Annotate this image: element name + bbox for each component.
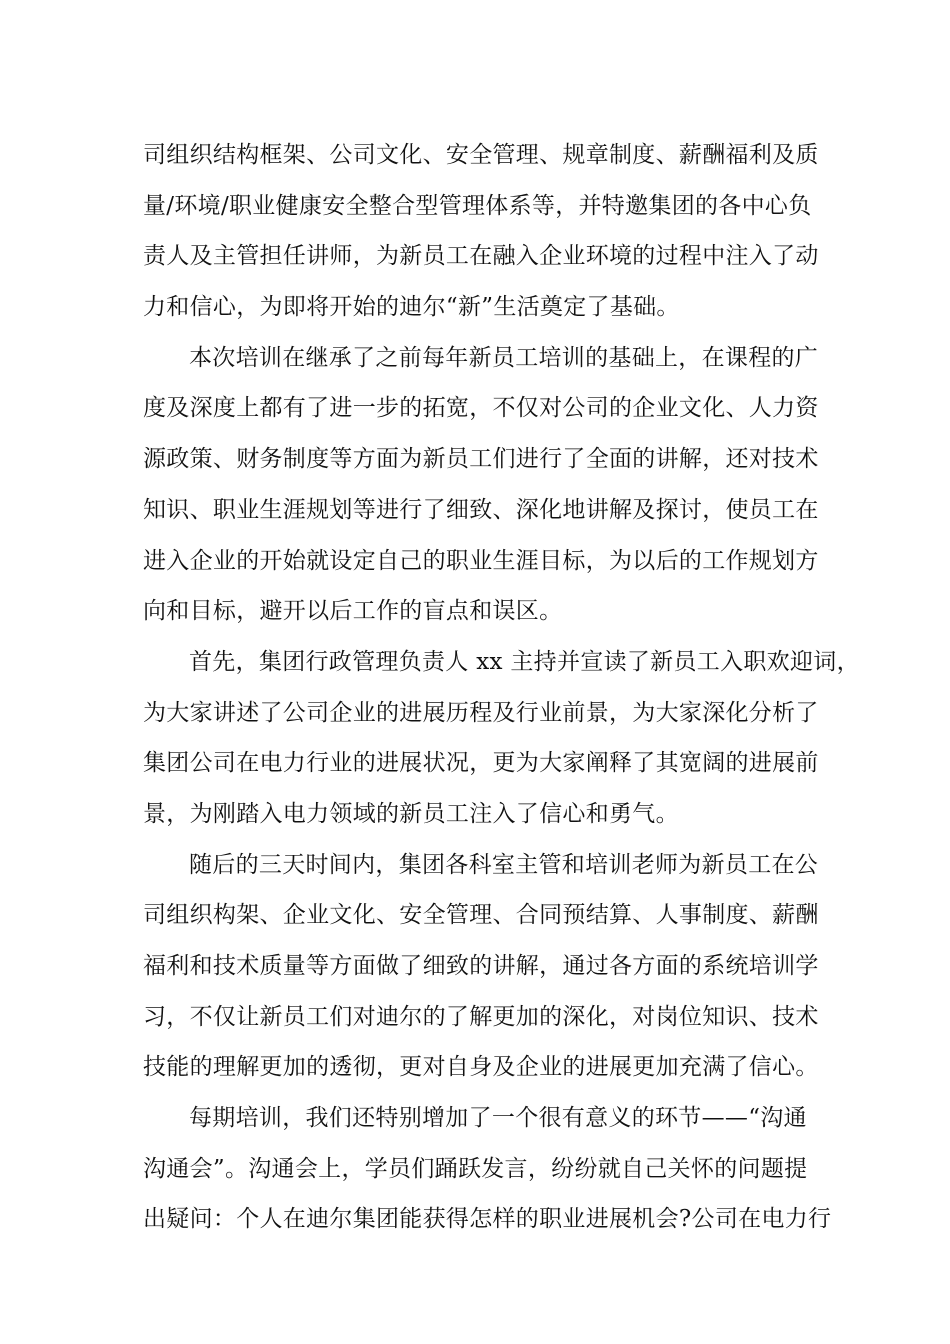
text-line: 沟通会”。沟通会上，学员们踊跃发言，纷纷就自己关怀的问题提: [143, 1155, 808, 1182]
text-line: 司组织构架、企业文化、安全管理、合同预结算、人事制度、薪酬: [143, 902, 819, 929]
body-text: [143, 130, 860, 1245]
text-line: 责人及主管担任讲师，为新员工在融入企业环境的过程中注入了动: [143, 243, 819, 270]
text-line: 出疑问：个人在迪尔集团能获得怎样的职业进展机会?公司在电力行: [143, 1206, 832, 1233]
text-line: 技能的理解更加的透彻，更对自身及企业的进展更加充满了信心。: [143, 1054, 819, 1081]
paragraph-first-line: 随后的三天时间内，集团各科室主管和培训老师为新员工在公: [189, 851, 819, 878]
text-line: 为大家讲述了公司企业的进展历程及行业前景，为大家深化分析了: [143, 699, 819, 726]
text-line: 知识、职业生涯规划等进行了细致、深化地讲解及探讨，使员工在: [143, 496, 819, 523]
text-line: 度及深度上都有了进一步的拓宽，不仅对公司的企业文化、人力资: [143, 395, 819, 422]
text-line: 进入企业的开始就设定自己的职业生涯目标，为以后的工作规划方: [143, 547, 819, 574]
paragraph-first-line: 每期培训，我们还特别增加了一个很有意义的环节——“沟通: [189, 1105, 807, 1132]
text-line: 集团公司在电力行业的进展状况，更为大家阐释了其宽阔的进展前: [143, 750, 819, 777]
text-line: 力和信心，为即将开始的迪尔“新”生活奠定了基础。: [143, 294, 680, 321]
text-line: 习，不仅让新员工们对迪尔的了解更加的深化，对岗位知识、技术: [143, 1003, 819, 1030]
text-line: 景，为刚踏入电力领域的新员工注入了信心和勇气。: [143, 800, 679, 827]
text-line: 量/环境/职业健康安全整合型管理体系等，并特邀集团的各中心负: [143, 192, 812, 219]
paragraph-first-line: 首先，集团行政管理负责人 xx 主持并宣读了新员工入职欢迎词，: [189, 648, 860, 675]
paragraph-first-line: 本次培训在继承了之前每年新员工培训的基础上，在课程的广: [189, 344, 819, 371]
text-line: 司组织结构框架、公司文化、安全管理、规章制度、薪酬福利及质: [143, 142, 819, 168]
text-line: 福利和技术质量等方面做了细致的讲解，通过各方面的系统培训学: [143, 953, 819, 979]
text-line: 向和目标，避开以后工作的盲点和误区。: [143, 598, 563, 625]
text-line: 源政策、财务制度等方面为新员工们进行了全面的讲解，还对技术: [143, 446, 819, 473]
